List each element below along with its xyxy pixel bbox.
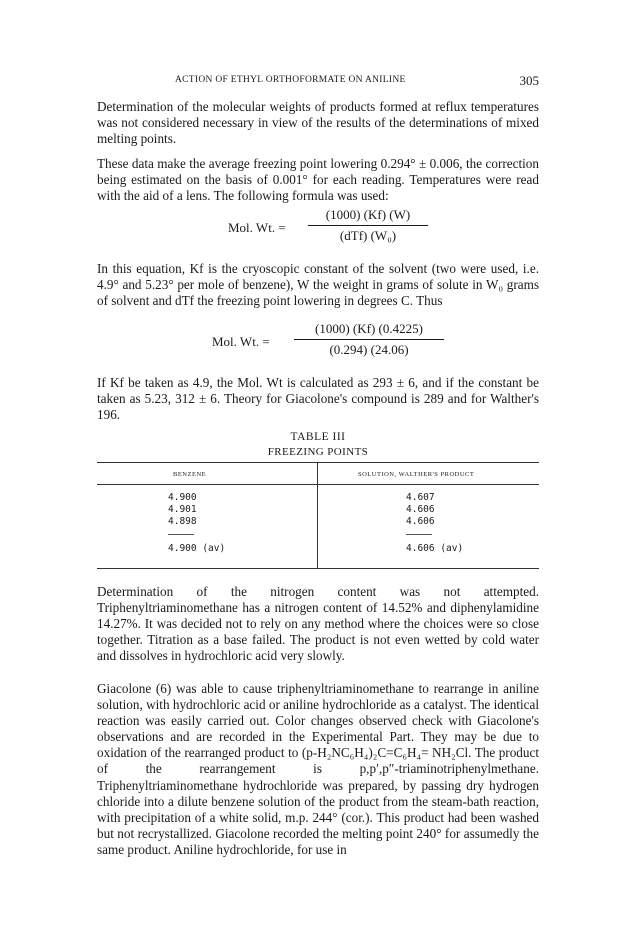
table-col1-row-1: 4.900 xyxy=(168,492,197,503)
table-top-rule xyxy=(97,462,539,463)
table-header-rule xyxy=(97,484,539,485)
table-subtitle: FREEZING POINTS xyxy=(267,446,369,458)
table-col1-row-2: 4.901 xyxy=(168,504,197,515)
page-number: 305 xyxy=(519,73,539,88)
formula-1-fraction-bar xyxy=(308,225,428,226)
table-column-divider xyxy=(317,462,318,569)
formula-1 xyxy=(228,208,468,252)
formula-2-fraction-bar xyxy=(294,339,444,340)
table-bottom-rule xyxy=(97,568,539,569)
formula-1-numerator: (1000) (Kf) (W) xyxy=(325,207,411,222)
table-col2-row-3: 4.606 xyxy=(406,516,435,527)
table-col2-row-1: 4.607 xyxy=(406,492,435,503)
running-head xyxy=(97,74,539,90)
table-col2-header: SOLUTION, WALTHER'S PRODUCT xyxy=(358,471,475,478)
formula-2 xyxy=(212,322,472,366)
table-col2-sum-rule xyxy=(406,534,432,535)
paragraph-5: Determination of the nitrogen content was not attempted. Triphenyltriaminomethane has a nitrogen content of 14.52% and diphenylamidine 14.27%. It was decided not to rely on any method where the choices were so close together. Titration as a base failed. The product is not even wetted by cold water and dissolves in hydrochloric acid very slowly. xyxy=(97,584,539,664)
formula-2-lhs: Mol. Wt. = xyxy=(212,334,270,349)
paragraph-4: If Kf be taken as 4.9, the Mol. Wt is calculated as 293 ± 6, and if the constant be taken as 5.23, 312 ± 6. Theory for Giacolone's compound is 289 and for Walther's 196. xyxy=(97,375,539,423)
paragraph-1: Determination of the molecular weights of products formed at reflux temperatures was not considered necessary in view of the results of the determinations of mixed melting points. xyxy=(97,99,539,147)
table-col1-row-3: 4.898 xyxy=(168,516,197,527)
paragraph-3: In this equation, Kf is the cryoscopic constant of the solvent (two were used, i.e. 4.9° and 5.23° per mole of benzene), W the weight in grams of solute in W₀ grams of solvent and dTf the freezing point lowering in degrees C. Thus xyxy=(97,261,539,309)
table-col1-average: 4.900 (av) xyxy=(168,543,226,554)
running-title: ACTION OF ETHYL ORTHOFORMATE ON ANILINE xyxy=(175,75,406,85)
table-title: TABLE III xyxy=(290,431,346,443)
formula-1-lhs: Mol. Wt. = xyxy=(228,220,286,235)
formula-2-denominator: (0.294) (24.06) xyxy=(329,342,409,357)
table-col2-row-2: 4.606 xyxy=(406,504,435,515)
formula-2-numerator: (1000) (Kf) (0.4225) xyxy=(315,321,423,336)
paragraph-6: Giacolone (6) was able to cause triphenyltriaminomethane to rearrange in aniline solution, with hydrochloric acid or aniline hydrochloride as a catalyst. The identical reaction was easily carried out. Color changes observed check with Giacolone's observations and are recorded in the Experimental Part. They may be due to oxidation of the rearranged product to (p-H₂NC₆H₄)₂C=C₆H₄= NH₂Cl. The product of the rearrangement is p,p′,p″-triaminotriphenylmethane. Triphenyltriaminomethane hydrochloride was prepared, by passing dry hydrogen chloride into a dilute benzene solution of the product from the steam-bath reaction, with precipitation of a white solid, m.p. 244° (cor.). This product had been washed but not recrystallized. Giacolone recorded the melting point 240° for assumedly the same product. Aniline hydrochloride, for use in xyxy=(97,681,539,857)
paragraph-2: These data make the average freezing point lowering 0.294° ± 0.006, the correction being estimated on the basis of 0.001° for each reading. Temperatures were read with the aid of a lens. The following formula was used: xyxy=(97,156,539,204)
table-col1-sum-rule xyxy=(168,534,194,535)
formula-1-denominator: (dTf) (W₀) xyxy=(339,228,397,243)
table-col1-header: BENZENE xyxy=(173,471,207,478)
table-col2-average: 4.606 (av) xyxy=(406,543,464,554)
